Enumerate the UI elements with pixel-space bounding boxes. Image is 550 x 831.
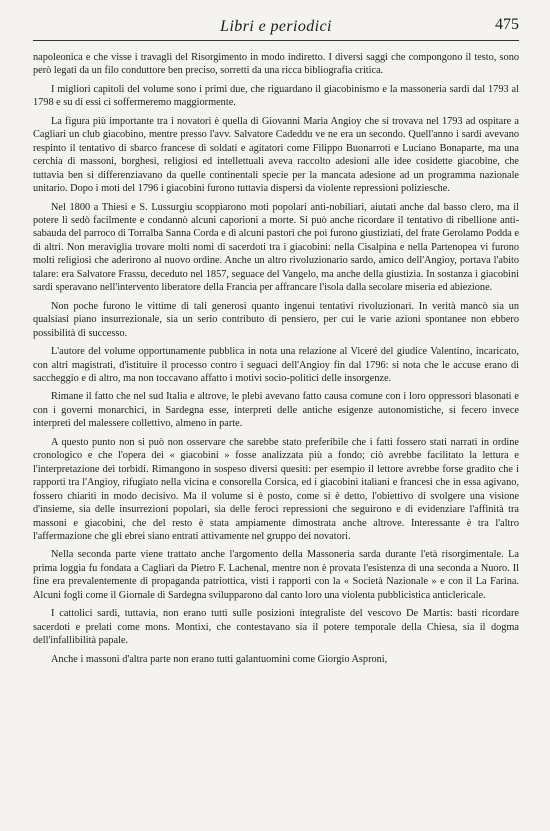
paragraph-2: I migliori capitoli del volume sono i primi due, che riguardano il giacobinismo e la massoneria sardi dal 1793 al 1798 e su di essi ci soffermeremo maggiormente. [33, 83, 519, 109]
running-header [33, 14, 519, 41]
page [33, 14, 519, 671]
paragraph-11: Anche i massoni d'altra parte non erano tutti galantuomini come Giorgio Asproni, [51, 653, 388, 665]
paragraph-5: Non poche furono le vittime di tali generosi quanto ingenui tentativi rivoluzionari. In verità mancò sia un qualsiasi piano insurrezionale, sia un serio contributo di pensiero, per cui le varie azioni spontanee non ebbero possibilità di successo. [33, 300, 519, 339]
page-number: 475 [495, 16, 519, 33]
paragraph-4: Nel 1800 a Thiesi e S. Lussurgiu scoppiarono moti popolari anti-nobiliari, aiutati anche dal basso clero, ma il potere li sedò facilmente e condannò alcuni caporioni a morte. Si può anche ricordare il tentativo di ribellione anti-sabauda del parroco di Torralba Sanna Corda e di alcuni pastori che poi furono giustiziati, del frate Gerolamo Podda e di altri. Non meraviglia trovare molti nomi di sacerdoti tra i giacobini: nella Cisalpina e nella Partenopea vi furono molti religiosi che aderirono al nuovo ordine. Anche un altro rivoluzionario sardo, amico dell'Angioy, portava l'abito talare: era Salvatore Frassu, deceduto nel 1857, seguace del Vangelo, ma anche della giustizia. In sostanza i giacobini sardi speravano nell'intervento liberatore della Francia per affrancare l'isola dalla secolare miseria ed abiezione. [33, 201, 519, 294]
article-body [33, 51, 519, 666]
paragraph-3: La figura più importante tra i novatori è quella di Giovanni Maria Angioy che si trovava nel 1793 ad ospitare a Cagliari un club giacobino, mentre presso l'avv. Salvatore Cadeddu ve ne era un secondo. Quell'anno i sardi avevano respinto il tentativo di sbarco francese di soldati e agitatori come Filippo Buonarroti e Luciano Bonaparte, ma una cerchia di massoni, borghesi, religiosi ed intellettuali aveva raccolto adesioni alle idee cosidette giacobine, che tuttavia ben si differenziavano da quelle continentali specie per la mancata adesione ad un programma nazionale unitario. Dopo i moti del 1796 i giacobini furono tuttavia dispersi da violente repressioni poliziesche. [33, 115, 519, 195]
paragraph-7: Rimane il fatto che nel sud Italia e altrove, le plebi avevano fatto causa comune con i loro oppressori blasonati e con i governi monarchici, in Sardegna esse, interpreti delle antiche esigenze autonomistiche, si fecero invece interpreti del malessere collettivo, almeno in parte. [33, 391, 519, 430]
paragraph-9: Nella seconda parte viene trattato anche l'argomento della Massoneria sarda durante l'età risorgimentale. La prima loggia fu fondata a Cagliari da Pietro F. Lachenal, mentre non è provata l'esistenza di una seconda a Nuoro. Il fine era prevalentemente di propaganda patriottica, visti i rapporti con la « Società Nazionale » e con il La Farina. Alcuni fogli come il Giornale di Sardegna svilupparono dal canto loro una violenta pubblicistica anticlericale. [33, 549, 519, 601]
paragraph-10: I cattolici sardi, tuttavia, non erano tutti sulle posizioni integraliste del vescovo De Martis: basti ricordare sacerdoti e prelati come mons. Montixi, che contestavano sia il potere temporale della Chiesa, sia il dogma dell'infallibilità papale. [33, 608, 519, 647]
paragraph-6: L'autore del volume opportunamente pubblica in nota una relazione al Viceré del giudice Valentino, incaricato, con altri magistrati, d'istituire il processo contro i seguaci dell'Angioy fin dal 1796: si nota che le accuse erano di saccheggio e di altro, ma non toccavano affatto i motivi socio-politici delle insorgenze. [33, 346, 519, 384]
running-title: Libri e periodici [220, 18, 332, 35]
paragraph-8: A questo punto non si può non osservare che sarebbe stato preferibile che i fatti fossero stati narrati in ordine cronologico e che l'opera dei « giacobini » fosse analizzata più a fondo; ciò avrebbe facilitato la lettura e l'interpretazione dei torbidi. Rimangono in sospeso diversi quesiti: per esempio il lettore avrebbe forse gradito che i rapporti tra l'Angioy, rifugiato nella vicina e consorella Corsica, ed i giacobini italiani e francesi che in essa agivano, fossero chiariti in modo decisivo. Ma il volume si è posto, come si è detto, l'obiettivo di svolgere una visione d'insieme, sia delle insurrezioni popolari, sia delle feroci repressioni che seguirono e di evidenziare l'affinità tra massoni e giacobini, che del resto è stata ampiamente dimostrata anche altrove. Interessante è tra l'altro l'affermazione che gli ebrei siano entrati attivamente nel gruppo dei novatori. [33, 436, 519, 542]
paragraph-1: napoleonica e che visse i travagli del Risorgimento in modo indiretto. I diversi saggi che compongono il testo, sono però legati da un filo conduttore ben preciso, sorretti da una ricca bibliografia critica. [33, 52, 519, 77]
